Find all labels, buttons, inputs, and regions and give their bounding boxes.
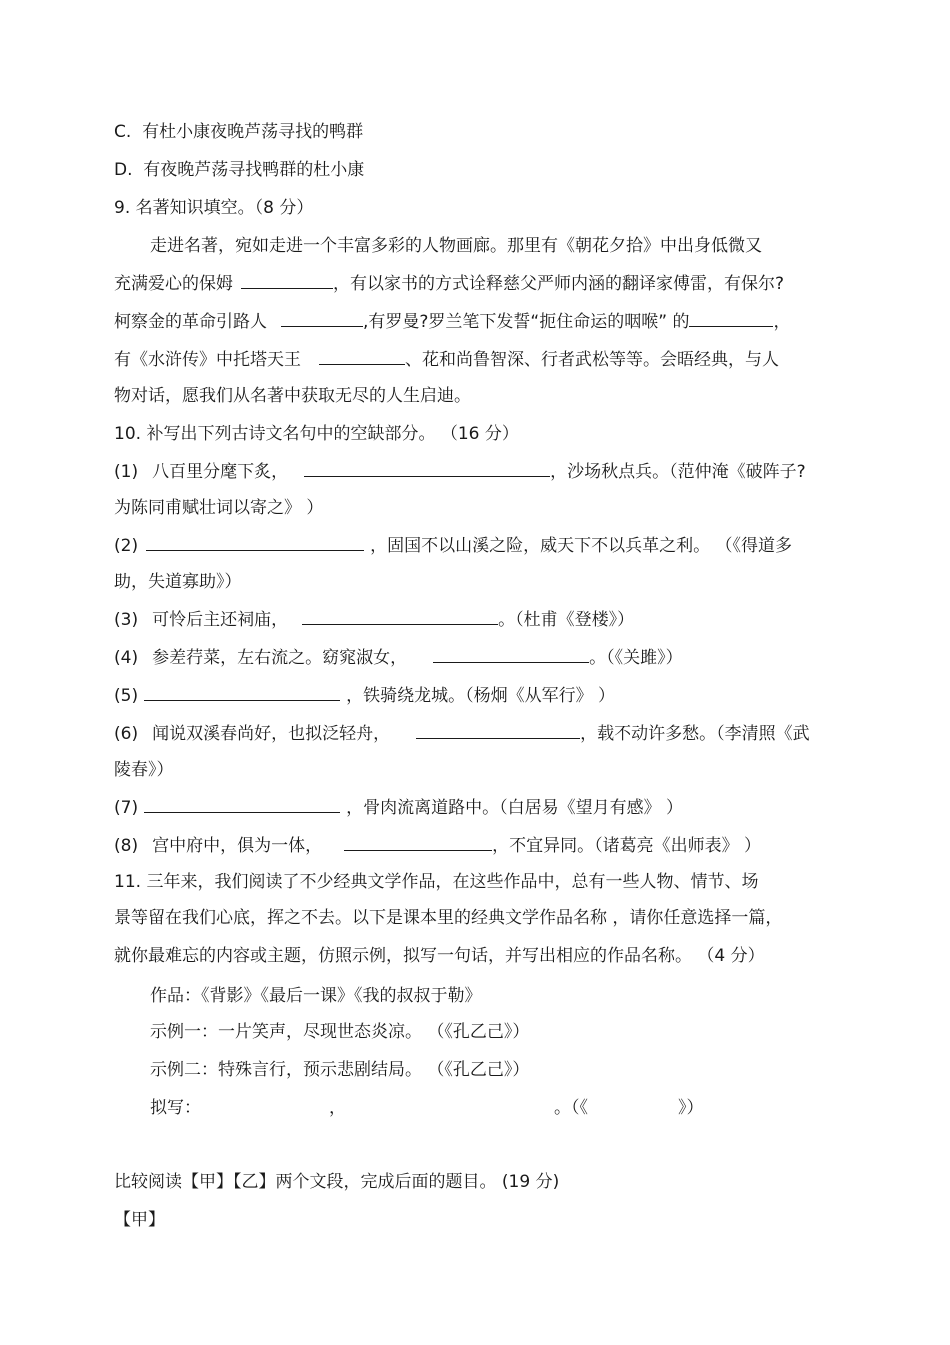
- blank-10[interactable]: [416, 722, 580, 739]
- q11-line-1: 11. 三年来，我们阅读了不少经典文学作品，在这些作品中，总有一些人物、情节、场: [114, 872, 759, 892]
- q9-line-4: 有《水浒传》中托塔天王 、花和尚鲁智深、行者武松等等。会晤经典，与人: [114, 350, 779, 370]
- q10-item-8: (8) 宫中府中，俱为一体， ，不宜异同。（诸葛亮《出师表》 ）: [114, 836, 761, 856]
- blank-8[interactable]: [433, 646, 589, 663]
- compare-intro: 比较阅读【甲】【乙】两个文段，完成后面的题目。 (19 分): [114, 1172, 560, 1192]
- q10-item-6: (6) 闻说双溪春尚好，也拟泛轻舟， ，载不动许多愁。（李清照《武: [114, 724, 810, 744]
- q10-item-4: (4) 参差荇菜，左右流之。窈窕淑女， 。（《关雎》）: [114, 648, 683, 668]
- q9-line-2: 充满爱心的保姆 ，有以家书的方式诠释慈父严师内涵的翻译家傅雷，有保尔?: [114, 274, 785, 294]
- q10-item-7: (7) ，骨肉流离道路中。（白居易《望月有感》 ）: [114, 798, 683, 818]
- q10-item-6-cont: 陵春》）: [114, 760, 174, 780]
- q11-draft: 拟写： ， 。（《 》）: [150, 1098, 704, 1118]
- q11-works: 作品：《背影》《最后一课》《我的叔叔于勒》: [150, 986, 482, 1006]
- blank-4[interactable]: [319, 348, 405, 365]
- q9-line-5: 物对话，愿我们从名著中获取无尽的人生启迪。: [114, 386, 471, 406]
- q10-item-1: (1) 八百里分麾下炙， ，沙场秋点兵。（范仲淹《破阵子?: [114, 462, 806, 482]
- q9-title: 9. 名著知识填空。（8 分）: [114, 198, 314, 218]
- blank-9[interactable]: [144, 684, 340, 701]
- blank-5[interactable]: [304, 460, 550, 477]
- compare-label-jia: 【甲】: [114, 1210, 165, 1230]
- blank-2[interactable]: [281, 310, 363, 327]
- q10-item-2: (2) ，固国不以山溪之险，威天下不以兵革之利。 （《得道多: [114, 536, 792, 556]
- q10-item-5: (5) ，铁骑绕龙城。（杨炯《从军行》 ）: [114, 686, 615, 706]
- blank-12[interactable]: [344, 834, 492, 851]
- q11-example-2: 示例二：特殊言行，预示悲剧结局。 （《孔乙己》）: [150, 1060, 530, 1080]
- q10-item-2-cont: 助，失道寡助》）: [114, 572, 242, 592]
- q11-line-2: 景等留在我们心底，挥之不去。以下是课本里的经典文学作品名称 ，请你任意选择一篇，: [114, 908, 783, 928]
- blank-11[interactable]: [144, 796, 340, 813]
- option-c: C. 有杜小康夜晚芦荡寻找的鸭群: [114, 122, 364, 142]
- blank-6[interactable]: [146, 534, 364, 551]
- q10-item-1-cont: 为陈同甫赋壮词以寄之》 ）: [114, 498, 324, 518]
- q9-line-1: 走进名著，宛如走进一个丰富多彩的人物画廊。那里有《朝花夕拾》中出身低微又: [150, 236, 762, 256]
- q9-line-3: 柯察金的革命引路人 ,有罗曼?罗兰笔下发誓“扼住命运的咽喉” 的 ，: [114, 312, 791, 332]
- option-d: D. 有夜晚芦荡寻找鸭群的杜小康: [114, 160, 365, 180]
- blank-3[interactable]: [689, 310, 773, 327]
- blank-1[interactable]: [241, 272, 333, 289]
- q10-title: 10. 补写出下列古诗文名句中的空缺部分。 （16 分）: [114, 424, 519, 444]
- q11-line-3: 就你最难忘的内容或主题，仿照示例，拟写一句话，并写出相应的作品名称。 （4 分）: [114, 946, 765, 966]
- q10-item-3: (3) 可怜后主还祠庙， 。（杜甫《登楼》）: [114, 610, 635, 630]
- q11-example-1: 示例一：一片笑声，尽现世态炎凉。 （《孔乙己》）: [150, 1022, 530, 1042]
- blank-7[interactable]: [302, 608, 498, 625]
